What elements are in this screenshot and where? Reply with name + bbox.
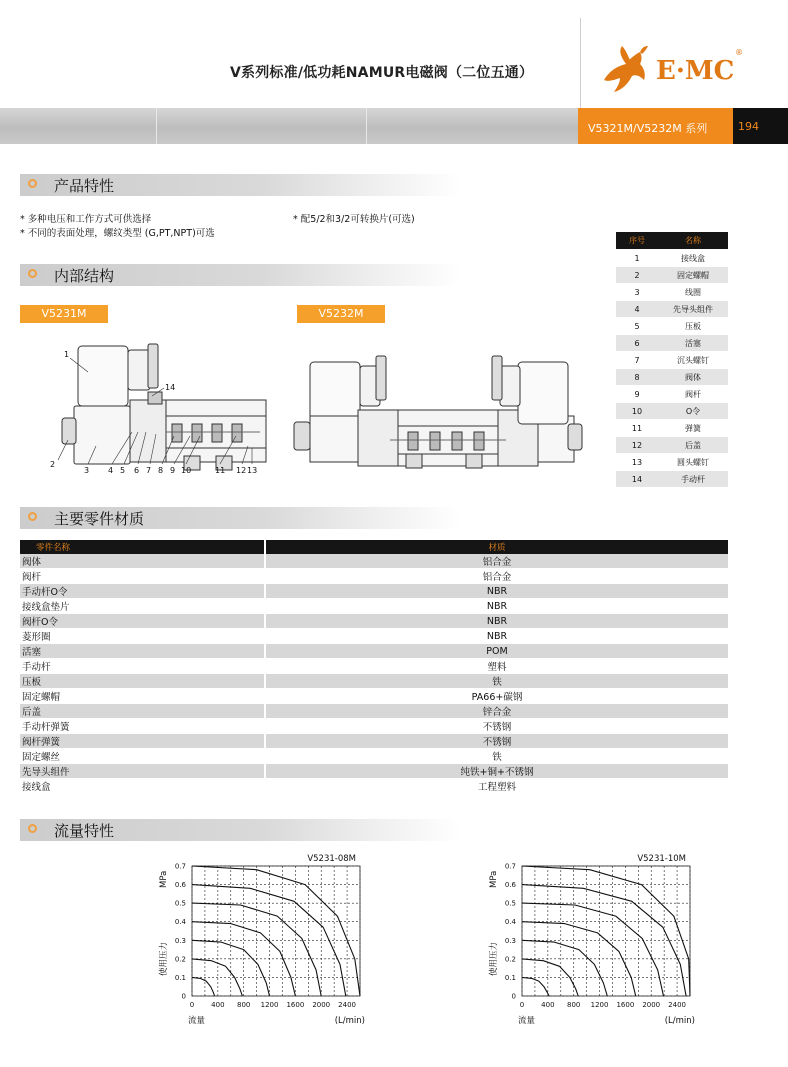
x-tick-label: 1200 [590, 1001, 609, 1009]
material: 铝合金 [265, 554, 728, 569]
materials-header-material: 材质 [265, 540, 728, 554]
x-axis-unit: (L/min) [334, 1016, 365, 1026]
flow-curve [522, 977, 549, 996]
chart-title: V5231-08M [307, 854, 356, 864]
parts-legend-table [616, 232, 728, 488]
table-row [20, 554, 728, 569]
x-axis-label: 流量 [188, 1016, 206, 1026]
flow-curve [192, 866, 360, 996]
legend-part-name: 沉头螺钉 [658, 352, 728, 369]
callout: 1 [64, 350, 70, 359]
plot-frame [192, 866, 360, 996]
legend-header-name: 名称 [658, 232, 728, 250]
x-tick-label: 2400 [668, 1001, 686, 1009]
x-axis-unit: (L/min) [664, 1016, 695, 1026]
y-axis-unit: MPa [489, 870, 499, 888]
y-tick-label: 0.4 [174, 918, 186, 927]
legend-row [616, 471, 728, 488]
material: 锌合金 [265, 704, 728, 719]
callout: 7 [146, 466, 152, 475]
legend-part-name: 压板 [658, 318, 728, 335]
callout: 4 [108, 466, 114, 475]
y-tick-label: 0.3 [174, 936, 186, 945]
legend-row [616, 284, 728, 301]
part-name: 菱形圈 [20, 629, 265, 644]
part-name: 阀杆弹簧 [20, 734, 265, 749]
material: 铝合金 [265, 569, 728, 584]
x-axis-label: 流量 [518, 1016, 536, 1026]
legend-row [616, 454, 728, 471]
legend-number: 8 [616, 369, 658, 386]
legend-row [616, 420, 728, 437]
y-tick-label: 0.7 [504, 862, 516, 871]
x-tick-label: 0 [519, 1001, 525, 1009]
material: PA66+碳钢 [265, 689, 728, 704]
x-tick-label: 0 [189, 1001, 195, 1009]
legend-header-no: 序号 [616, 232, 658, 250]
y-tick-label: 0.2 [504, 955, 516, 964]
x-tick-label: 400 [541, 1001, 555, 1009]
material: NBR [265, 629, 728, 644]
legend-number: 7 [616, 352, 658, 369]
section-title: 流量特性 [54, 822, 115, 840]
legend-part-name: 弹簧 [658, 420, 728, 437]
material: 铁 [265, 749, 728, 764]
section-title: 内部结构 [54, 267, 115, 285]
part-name: 固定螺丝 [20, 749, 265, 764]
legend-part-name: 阀体 [658, 369, 728, 386]
registered-mark: ® [735, 48, 743, 57]
part-name: 阀体 [20, 554, 265, 569]
x-tick-label: 2000 [312, 1001, 331, 1009]
legend-row [616, 403, 728, 420]
y-tick-label: 0.5 [504, 899, 516, 908]
feature-item: * 多种电压和工作方式可供选择 [20, 214, 152, 225]
legend-number: 12 [616, 437, 658, 454]
table-row [20, 734, 728, 749]
material: 不锈钢 [265, 719, 728, 734]
flow-chart-v5231-08m [150, 848, 380, 1028]
table-row [20, 764, 728, 779]
callout: 10 [181, 466, 192, 475]
legend-number: 14 [616, 471, 658, 488]
legend-part-name: 线圈 [658, 284, 728, 301]
table-row [20, 689, 728, 704]
y-tick-label: 0.7 [174, 862, 186, 871]
legend-row [616, 386, 728, 403]
section-bullet-icon [28, 512, 37, 521]
page-title: V系列标准/低功耗NAMUR电磁阀（二位五通） [230, 65, 534, 81]
y-tick-label: 0.1 [174, 973, 186, 982]
legend-number: 2 [616, 267, 658, 284]
band-divider [156, 108, 157, 144]
material: NBR [265, 584, 728, 599]
header-divider [580, 18, 581, 108]
section-materials [20, 507, 460, 529]
callout: 6 [134, 466, 140, 475]
part-name: 活塞 [20, 644, 265, 659]
legend-row [616, 267, 728, 284]
callout: 8 [158, 466, 164, 475]
y-tick-label: 0.6 [504, 881, 516, 890]
legend-number: 6 [616, 335, 658, 352]
part-name: 先导头组件 [20, 764, 265, 779]
x-tick-label: 1200 [260, 1001, 279, 1009]
feature-item: * 配5/2和3/2可转换片(可选) [293, 214, 415, 225]
chart-title: V5231-10M [637, 854, 686, 864]
brand-logo: E·MC [656, 56, 735, 86]
y-axis-label: 使用压力 [159, 941, 169, 976]
band-divider [366, 108, 367, 144]
materials-header-part: 零件名称 [20, 540, 265, 554]
legend-row [616, 437, 728, 454]
legend-part-name: 后盖 [658, 437, 728, 454]
part-name: 固定螺帽 [20, 689, 265, 704]
part-name: 后盖 [20, 704, 265, 719]
legend-number: 3 [616, 284, 658, 301]
legend-row [616, 301, 728, 318]
valve-drawing-v5232m [290, 350, 590, 474]
material: 不锈钢 [265, 734, 728, 749]
x-tick-label: 1600 [616, 1001, 635, 1009]
y-tick-label: 0 [511, 992, 516, 1001]
y-tick-label: 0.6 [174, 881, 186, 890]
callout: 11 [215, 466, 226, 475]
y-tick-label: 0.2 [174, 955, 186, 964]
table-row [20, 614, 728, 629]
material: 纯铁+铜+不锈钢 [265, 764, 728, 779]
section-bullet-icon [28, 269, 37, 278]
y-tick-label: 0.1 [504, 973, 516, 982]
legend-number: 13 [616, 454, 658, 471]
part-name: 阀杆O令 [20, 614, 265, 629]
table-row [20, 584, 728, 599]
page-number: 194 [738, 120, 759, 133]
series-label: V5321M/V5232M 系列 [588, 122, 708, 135]
legend-number: 4 [616, 301, 658, 318]
legend-part-name: 阀杆 [658, 386, 728, 403]
callout: 3 [84, 466, 90, 475]
material: NBR [265, 614, 728, 629]
callout: 12 [236, 466, 247, 475]
callout: 14 [165, 383, 176, 392]
part-name: 阀杆 [20, 569, 265, 584]
section-title: 产品特性 [54, 177, 115, 195]
y-tick-label: 0.3 [504, 936, 516, 945]
legend-row [616, 335, 728, 352]
flow-curve [522, 903, 664, 996]
callout-labels [40, 336, 280, 480]
table-row [20, 779, 728, 794]
x-tick-label: 400 [211, 1001, 225, 1009]
material: POM [265, 644, 728, 659]
table-row [20, 659, 728, 674]
part-name: 手动杆O令 [20, 584, 265, 599]
materials-table [20, 540, 728, 794]
table-row [20, 749, 728, 764]
x-tick-label: 2000 [642, 1001, 661, 1009]
legend-number: 10 [616, 403, 658, 420]
callout: 5 [120, 466, 126, 475]
section-features [20, 174, 460, 196]
legend-row [616, 250, 728, 267]
callout: 9 [170, 466, 176, 475]
legend-row [616, 318, 728, 335]
header-band [0, 108, 578, 144]
part-name: 手动杆弹簧 [20, 719, 265, 734]
table-row [20, 644, 728, 659]
legend-part-name: O令 [658, 403, 728, 420]
section-structure [20, 264, 460, 286]
table-row [20, 719, 728, 734]
callout: 2 [50, 460, 56, 469]
materials-header-row [20, 540, 728, 554]
x-tick-label: 800 [237, 1001, 251, 1009]
material: 工程塑料 [265, 779, 728, 794]
callout: 13 [247, 466, 258, 475]
section-bullet-icon [28, 824, 37, 833]
table-row [20, 629, 728, 644]
model-tag-v5231m: V5231M [20, 305, 108, 323]
x-tick-label: 1600 [286, 1001, 305, 1009]
y-tick-label: 0.5 [174, 899, 186, 908]
legend-number: 11 [616, 420, 658, 437]
legend-part-name: 先导头组件 [658, 301, 728, 318]
legend-header-row [616, 232, 728, 250]
section-bullet-icon [28, 179, 37, 188]
legend-number: 9 [616, 386, 658, 403]
section-flow [20, 819, 460, 841]
part-name: 压板 [20, 674, 265, 689]
flow-chart-v5231-10m [480, 848, 710, 1028]
material: 铁 [265, 674, 728, 689]
legend-part-name: 接线盒 [658, 250, 728, 267]
y-axis-label: 使用压力 [489, 941, 499, 976]
part-name: 手动杆 [20, 659, 265, 674]
material: 塑料 [265, 659, 728, 674]
y-tick-label: 0 [181, 992, 186, 1001]
legend-part-name: 固定螺帽 [658, 267, 728, 284]
table-row [20, 704, 728, 719]
x-tick-label: 2400 [338, 1001, 356, 1009]
material: NBR [265, 599, 728, 614]
legend-part-name: 圆头螺钉 [658, 454, 728, 471]
legend-number: 5 [616, 318, 658, 335]
table-row [20, 569, 728, 584]
feature-item: * 不同的表面处理，螺纹类型 (G,PT,NPT)可选 [20, 228, 215, 239]
legend-row [616, 352, 728, 369]
model-tag-v5232m: V5232M [297, 305, 385, 323]
part-name: 接线盒垫片 [20, 599, 265, 614]
legend-row [616, 369, 728, 386]
part-name: 接线盒 [20, 779, 265, 794]
legend-part-name: 手动杆 [658, 471, 728, 488]
y-tick-label: 0.4 [504, 918, 516, 927]
flow-curve [192, 977, 215, 996]
y-axis-unit: MPa [159, 870, 169, 888]
table-row [20, 674, 728, 689]
section-title: 主要零件材质 [54, 510, 145, 528]
legend-part-name: 活塞 [658, 335, 728, 352]
legend-number: 1 [616, 250, 658, 267]
table-row [20, 599, 728, 614]
x-tick-label: 800 [567, 1001, 581, 1009]
